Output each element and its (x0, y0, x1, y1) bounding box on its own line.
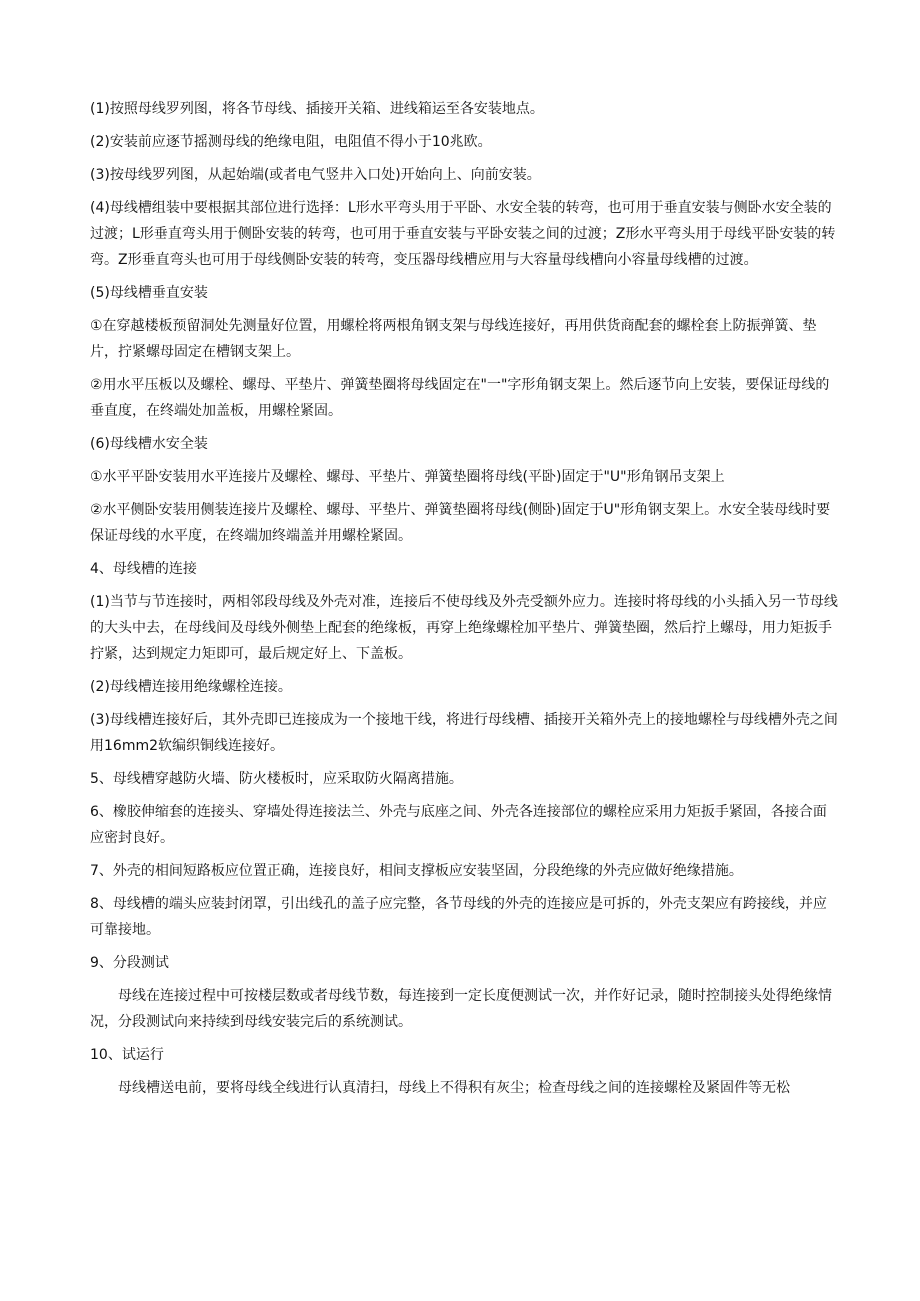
paragraph-3: (3)按母线罗列图，从起始端(或者电气竖井入口处)开始向上、向前安装。 (90, 167, 541, 183)
paragraph-item-5: 5、母线槽穿越防火墙、防火楼板时，应采取防火隔离措施。 (90, 771, 463, 787)
paragraph-2: (2)安装前应逐节摇测母线的绝缘电阻，电阻值不得小于10兆欧。 (90, 134, 492, 150)
section-heading-horizontal-install: (6)母线槽水安全装 (90, 436, 208, 452)
section-heading-segment-test: 9、分段测试 (90, 955, 169, 971)
section-heading-trial-run: 10、试运行 (90, 1047, 164, 1063)
paragraph-item-7: 7、外壳的相间短路板应位置正确，连接良好，相间支撑板应安装坚固，分段绝缘的外壳应做好绝缘措施。 (90, 863, 743, 879)
paragraph-4: (4)母线槽组装中要根据其部位进行选择：L形水平弯头用于平卧、水安全装的转弯，也可用于垂直安装与侧卧水安全装的过渡；L形垂直弯头用于侧卧安装的转弯，也可用于垂直安装与平卧安装之间的过渡；Z形水平弯头用于母线平卧安装的转弯。Z形垂直弯头也可用于母线侧卧安装的转弯，变压器母线槽应用与大容量母线槽向小容量母线槽的过渡。 (90, 200, 836, 268)
paragraph-1: (1)按照母线罗列图，将各节母线、插接开关箱、进线箱运至各安装地点。 (90, 101, 544, 117)
paragraph-horizontal-2: ②水平侧卧安装用侧装连接片及螺栓、螺母、平垫片、弹簧垫圈将母线(侧卧)固定于U"形角钢支架上。水安全装母线时要保证母线的水平度，在终端加终端盖并用螺栓紧固。 (90, 502, 831, 544)
paragraph-connection-3: (3)母线槽连接好后，其外壳即已连接成为一个接地干线，将进行母线槽、插接开关箱外壳上的接地螺栓与母线槽外壳之间用16mm2软编织铜线连接好。 (90, 712, 838, 754)
paragraph-item-8: 8、母线槽的端头应装封闭罩，引出线孔的盖子应完整，各节母线的外壳的连接应是可拆的，外壳支架应有跨接线，并应可靠接地。 (90, 896, 827, 938)
paragraph-connection-2: (2)母线槽连接用绝缘螺栓连接。 (90, 679, 292, 695)
paragraph-item-6: 6、橡胶伸缩套的连接头、穿墙处得连接法兰、外壳与底座之间、外壳各连接部位的螺栓应采用力矩扳手紧固，各接合面应密封良好。 (90, 804, 827, 846)
paragraph-trial-run: 母线槽送电前，要将母线全线进行认真清扫，母线上不得积有灰尘；检查母线之间的连接螺栓及紧固件等无松 (118, 1080, 790, 1096)
section-heading-connection: 4、母线槽的连接 (90, 561, 197, 577)
document-page (90, 96, 840, 1108)
section-heading-vertical-install: (5)母线槽垂直安装 (90, 285, 208, 301)
paragraph-horizontal-1: ①水平平卧安装用水平连接片及螺栓、螺母、平垫片、弹簧垫圈将母线(平卧)固定于"U"形角钢吊支架上 (90, 469, 725, 485)
paragraph-vertical-1: ①在穿越楼板预留洞处先测量好位置，用螺栓将两根角钢支架与母线连接好，再用供货商配套的螺栓套上防振弹簧、垫片，拧紧螺母固定在槽钢支架上。 (90, 318, 817, 360)
paragraph-vertical-2: ②用水平压板以及螺栓、螺母、平垫片、弹簧垫圈将母线固定在"一"字形角钢支架上。然后逐节向上安装，要保证母线的垂直度，在终端处加盖板，用螺栓紧固。 (90, 377, 830, 419)
paragraph-connection-1: (1)当节与节连接时，两相邻段母线及外壳对准，连接后不使母线及外壳受额外应力。连接时将母线的小头插入另一节母线的大头中去，在母线间及母线外侧垫上配套的绝缘板，再穿上绝缘螺栓加平垫片、弹簧垫圈，然后拧上螺母，用力矩扳手拧紧，达到规定力矩即可，最后规定好上、下盖板。 (90, 594, 838, 662)
paragraph-segment-test: 母线在连接过程中可按楼层数或者母线节数，每连接到一定长度便测试一次，并作好记录，随时控制接头处得绝缘情况，分段测试向来持续到母线安装完后的系统测试。 (90, 988, 832, 1030)
